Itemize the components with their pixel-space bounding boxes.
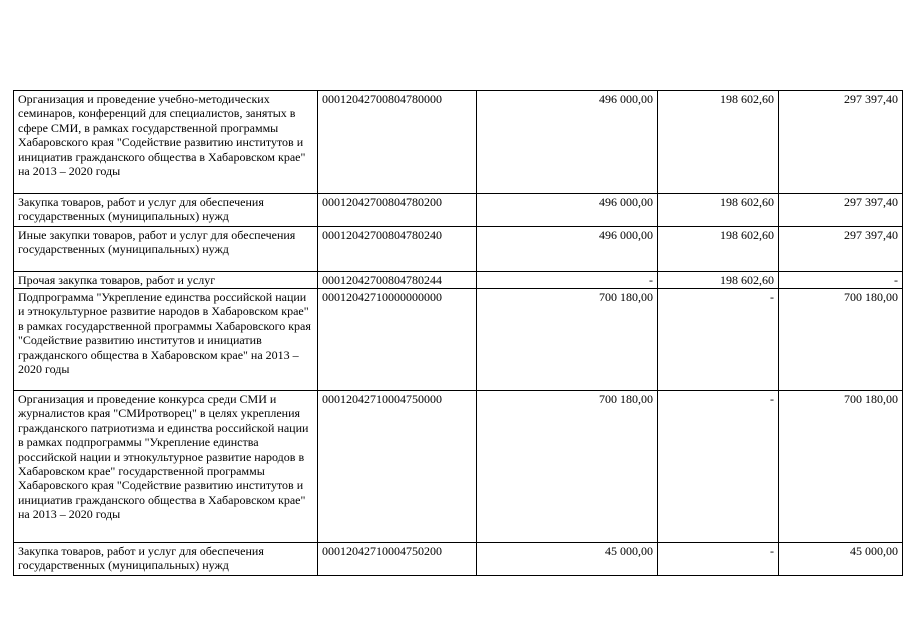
- row-value-1-cell: [477, 543, 658, 576]
- row-value-1: 496 000,00: [599, 195, 653, 209]
- row-name: Организация и проведение конкурса среди СМИ и журналистов края "СМИротворец" в целях укрепления гражданского патриотизма и единства российской нации в рамках подпрограммы "Укрепление единства российской нации и этнокультурное развитие народов в Хабаровском крае" государственной программы Хабаровского края "Содействие развитию институтов и инициатив гражданского общества в Хабаровском крае" на 2013 – 2020 годы: [18, 392, 312, 522]
- table-row: [14, 91, 903, 194]
- row-value-2-cell: [658, 227, 779, 272]
- row-name: Закупка товаров, работ и услуг для обеспечения государственных (муниципальных) нужд: [18, 195, 267, 224]
- row-name-cell: [14, 289, 318, 391]
- table-row: [14, 543, 903, 576]
- row-code: 00012042700804780200: [322, 195, 442, 209]
- row-code: 00012042700804780000: [322, 92, 442, 106]
- row-value-2-cell: [658, 289, 779, 391]
- row-value-3: 297 397,40: [844, 195, 898, 209]
- row-value-2: 198 602,60: [720, 195, 774, 209]
- row-value-2-cell: [658, 272, 779, 289]
- row-name-cell: [14, 91, 318, 194]
- row-value-1-cell: [477, 227, 658, 272]
- row-value-2-cell: [658, 543, 779, 576]
- table-row: [14, 227, 903, 272]
- row-code: 00012042710000000000: [322, 290, 442, 304]
- row-value-2: -: [770, 392, 774, 406]
- row-name-cell: [14, 227, 318, 272]
- row-value-3-cell: [779, 391, 903, 543]
- row-value-3-cell: [779, 91, 903, 194]
- row-value-1: 700 180,00: [599, 392, 653, 406]
- row-name: Организация и проведение учебно-методических семинаров, конференций для специалистов, занятых в сфере СМИ, в рамках государственной программы Хабаровского края "Содействие развитию институтов и инициатив гражданского общества в Хабаровском крае" на 2013 – 2020 годы: [18, 92, 309, 179]
- row-value-2: 198 602,60: [720, 92, 774, 106]
- row-name-cell: [14, 194, 318, 227]
- row-name: Подпрограмма "Укрепление единства российской нации и этнокультурное развитие народов в Хабаровском крае" в рамках государственной программы Хабаровского края "Содействие развитию институтов и инициатив гражданского общества в Хабаровском крае" на 2013 – 2020 годы: [18, 290, 314, 377]
- row-name-cell: [14, 272, 318, 289]
- row-value-2-cell: [658, 91, 779, 194]
- row-value-1-cell: [477, 289, 658, 391]
- row-code: 00012042710004750200: [322, 544, 442, 558]
- row-value-3-cell: [779, 289, 903, 391]
- row-code-cell: [318, 543, 477, 576]
- row-code-cell: [318, 194, 477, 227]
- table-row: [14, 272, 903, 289]
- row-value-2: 198 602,60: [720, 273, 774, 287]
- row-name: Прочая закупка товаров, работ и услуг: [18, 273, 216, 287]
- table-row: [14, 289, 903, 391]
- row-value-1: 496 000,00: [599, 228, 653, 242]
- row-name: Закупка товаров, работ и услуг для обеспечения государственных (муниципальных) нужд: [18, 544, 267, 573]
- row-value-2-cell: [658, 391, 779, 543]
- row-value-3: -: [894, 273, 898, 287]
- row-code: 00012042700804780244: [322, 273, 442, 287]
- row-code-cell: [318, 289, 477, 391]
- budget-table: [13, 90, 903, 576]
- row-value-3: 297 397,40: [844, 92, 898, 106]
- row-value-2: -: [770, 290, 774, 304]
- row-value-3-cell: [779, 272, 903, 289]
- row-value-3: 700 180,00: [844, 392, 898, 406]
- row-value-3: 45 000,00: [850, 544, 898, 558]
- row-value-1-cell: [477, 272, 658, 289]
- row-value-2: -: [770, 544, 774, 558]
- row-code-cell: [318, 391, 477, 543]
- row-value-3: 297 397,40: [844, 228, 898, 242]
- row-value-3-cell: [779, 194, 903, 227]
- row-value-1-cell: [477, 194, 658, 227]
- table-row: [14, 194, 903, 227]
- row-value-1: 700 180,00: [599, 290, 653, 304]
- row-value-1: 45 000,00: [605, 544, 653, 558]
- row-value-2-cell: [658, 194, 779, 227]
- row-value-3: 700 180,00: [844, 290, 898, 304]
- row-name-cell: [14, 543, 318, 576]
- row-code: 00012042700804780240: [322, 228, 442, 242]
- row-code-cell: [318, 91, 477, 194]
- row-code-cell: [318, 272, 477, 289]
- row-code-cell: [318, 227, 477, 272]
- row-value-1-cell: [477, 391, 658, 543]
- row-value-3-cell: [779, 543, 903, 576]
- row-value-1-cell: [477, 91, 658, 194]
- table-row: [14, 391, 903, 543]
- row-name-cell: [14, 391, 318, 543]
- row-value-1: 496 000,00: [599, 92, 653, 106]
- row-code: 00012042710004750000: [322, 392, 442, 406]
- budget-table-body: [14, 91, 903, 576]
- row-value-3-cell: [779, 227, 903, 272]
- row-name: Иные закупки товаров, работ и услуг для обеспечения государственных (муниципальных) нужд: [18, 228, 299, 257]
- row-value-1: -: [649, 273, 653, 287]
- row-value-2: 198 602,60: [720, 228, 774, 242]
